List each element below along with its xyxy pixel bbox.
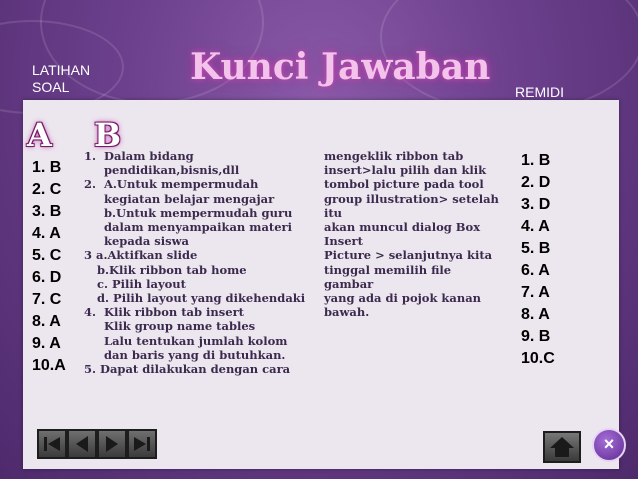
- essay-text: Dalam bidang: [104, 149, 194, 163]
- essay-text: kegiatan belajar mengajar: [104, 191, 275, 206]
- continuation-line: insert>lalu pilih dan klik: [324, 163, 487, 178]
- remedi-item: 2. D: [521, 174, 551, 191]
- section-a-heading: A: [27, 116, 52, 154]
- essay-num: [84, 206, 104, 220]
- soal-line: SOAL: [32, 79, 70, 95]
- remedi-answer-list: [521, 150, 555, 370]
- last-slide-button[interactable]: [127, 429, 157, 459]
- remedi-item: 6. A: [521, 262, 550, 279]
- continuation-line: Picture > selanjutnya kita: [324, 248, 493, 263]
- answer-item: 4. A: [32, 225, 61, 242]
- essay-num: [84, 348, 104, 362]
- essay-num: [84, 220, 104, 234]
- section-b-continuation: [324, 149, 504, 319]
- essay-line: b.Klik ribbon tab home: [97, 262, 247, 277]
- next-slide-button[interactable]: [97, 429, 127, 459]
- remedi-item: 7. A: [521, 284, 550, 301]
- remedi-item: 8. A: [521, 306, 550, 323]
- essay-num: 1.: [84, 149, 97, 163]
- answer-item: 5. C: [32, 247, 62, 264]
- continuation-line: akan muncul dialog Box Insert: [324, 220, 481, 249]
- essay-text: A.Untuk mempermudah: [104, 177, 259, 192]
- remedi-item: 1. B: [521, 152, 551, 169]
- answer-item: 2. C: [32, 181, 62, 198]
- essay-num: 2.: [84, 177, 97, 192]
- previous-slide-button[interactable]: [67, 429, 97, 459]
- essay-line: [84, 348, 314, 362]
- page-title: Kunci Jawaban: [190, 46, 491, 88]
- essay-line: d. Pilih layout yang dikehendaki: [97, 291, 306, 306]
- essay-num: [84, 334, 104, 348]
- section-b-essay: [84, 149, 314, 376]
- essay-line: [84, 234, 314, 248]
- essay-text: pendidikan,bisnis,dll: [104, 163, 240, 178]
- essay-text: dalam menyampaikan materi: [104, 220, 292, 235]
- continuation-line: bawah.: [324, 305, 370, 320]
- essay-text: Klik group name tables: [104, 319, 256, 334]
- answer-item: 1. B: [32, 159, 62, 176]
- close-button[interactable]: ×: [592, 428, 626, 462]
- home-button[interactable]: [543, 431, 581, 463]
- continuation-line: tinggal memilih file gambar: [324, 262, 452, 291]
- continuation-line: group illustration> setelah itu: [324, 191, 499, 220]
- essay-line: [84, 177, 314, 191]
- continuation-line: yang ada di pojok kanan: [324, 291, 482, 306]
- remedi-label: REMIDI: [515, 84, 564, 100]
- remedi-item: 4. A: [521, 218, 550, 235]
- essay-line: [84, 163, 314, 177]
- remedi-item: 5. B: [521, 240, 551, 257]
- next-icon: [99, 431, 125, 457]
- essay-text: Klik ribbon tab insert: [104, 305, 244, 320]
- remedi-item: 10.C: [521, 350, 555, 367]
- essay-line: 3 a.Aktifkan slide: [84, 248, 198, 263]
- essay-line: [84, 319, 314, 333]
- essay-num: [84, 319, 104, 333]
- essay-text: b.Untuk mempermudah guru: [104, 205, 293, 220]
- slide-navigation: [37, 429, 157, 459]
- essay-text: dan baris yang di butuhkan.: [104, 347, 286, 362]
- remedi-item: 9. B: [521, 328, 551, 345]
- section-b-heading: B: [94, 116, 122, 154]
- essay-line: [84, 334, 314, 348]
- essay-line: [84, 192, 314, 206]
- last-slide-icon: [129, 431, 155, 457]
- answer-item: 7. C: [32, 291, 62, 308]
- essay-num: [84, 234, 104, 248]
- essay-text: kepada siswa: [104, 234, 189, 249]
- answer-item: 9. A: [32, 335, 61, 352]
- latihan-line: LATIHAN: [32, 62, 91, 78]
- essay-num: [84, 163, 104, 177]
- first-slide-icon: [39, 431, 65, 457]
- previous-icon: [69, 431, 95, 457]
- answer-item: 8. A: [32, 313, 61, 330]
- first-slide-button[interactable]: [37, 429, 67, 459]
- continuation-line: tombol picture pada tool: [324, 177, 484, 192]
- essay-line: [84, 206, 314, 220]
- essay-text: Lalu tentukan jumlah kolom: [104, 333, 288, 348]
- answer-item: 10.A: [32, 357, 66, 374]
- home-icon: [545, 433, 579, 461]
- essay-num: 4.: [84, 305, 97, 320]
- essay-line: 5. Dapat dilakukan dengan cara: [84, 362, 291, 377]
- remedi-item: 3. D: [521, 196, 551, 213]
- essay-line: [84, 149, 314, 163]
- continuation-line: mengeklik ribbon tab: [324, 149, 464, 163]
- answer-item: 3. B: [32, 203, 62, 220]
- essay-line: c. Pilih layout: [97, 276, 186, 291]
- essay-line: [84, 305, 314, 319]
- essay-line: [84, 220, 314, 234]
- answer-item: 6. D: [32, 269, 62, 286]
- essay-num: [84, 192, 104, 206]
- section-a-answer-list: [32, 157, 66, 377]
- latihan-soal-label: [32, 62, 90, 96]
